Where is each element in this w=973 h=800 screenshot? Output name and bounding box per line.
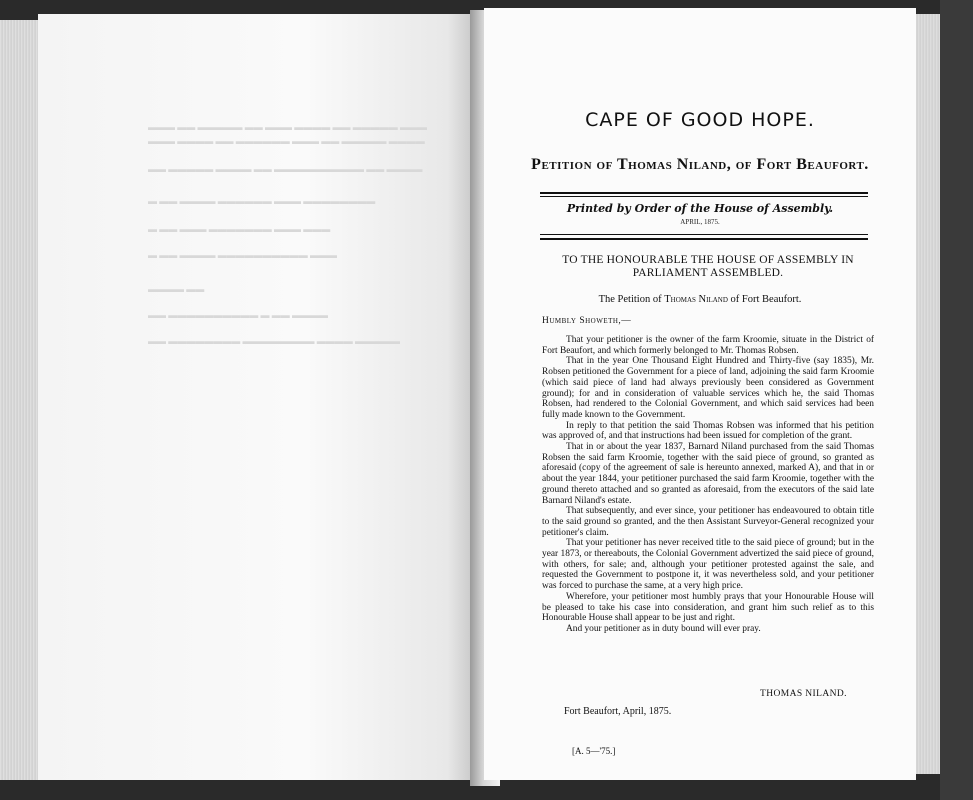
left-page-edges (0, 20, 42, 780)
paragraph: That in the year One Thousand Eight Hundred and Thirty-five (say 1835), Mr. Robsen petitioned the Government for a piece of land, adjoining the said farm Kroomie (which said piece of land had always previously been considered as Government ground); for and in consideration of valuable services which he, the said Thomas Robsen, had rendered to the Colonial Government, and which said services had been fully made known to the Government. (542, 356, 874, 420)
paragraph: And your petitioner as in duty bound will ever pray. (566, 623, 761, 634)
rule-bottom-thin (540, 234, 868, 235)
document-page (484, 8, 916, 780)
address-heading: TO THE HONOURABLE THE HOUSE OF ASSEMBLY IN PARLIAMENT ASSEMBLED. (562, 254, 854, 279)
background-shadow (940, 0, 973, 800)
paragraph: Wherefore, your petitioner most humbly prays that your Honourable House will be pleased to take his case into consideration, and grant him such relief as to this Honourable House shall appear to be just and right. (542, 591, 874, 624)
bleed-through-text: ▬▬▬ ▬▬▬▬ ▬▬ ▬▬▬▬▬▬ ▬▬▬ ▬▬ ▬▬▬▬▬ ▬▬▬▬ (148, 136, 425, 146)
bleed-through-text: ▬▬ ▬▬▬▬▬▬▬▬▬▬ ▬ ▬▬ ▬▬▬▬ (148, 310, 328, 320)
left-page-blank (38, 14, 483, 780)
rule-bottom (540, 238, 868, 240)
petitioner-name: Thomas Niland (664, 294, 728, 305)
bleed-through-text: ▬ ▬▬ ▬▬▬▬ ▬▬▬▬▬▬ ▬▬▬ ▬▬▬▬▬▬▬▬ (148, 196, 376, 206)
bleed-through-text: ▬▬▬ ▬▬ ▬▬▬▬▬ ▬▬ ▬▬▬ ▬▬▬▬ ▬▬ ▬▬▬▬▬ ▬▬▬ (148, 122, 427, 132)
paragraph: That subsequently, and ever since, your petitioner has endeavoured to obtain title to the said ground so granted, and the then Assistant Surveyor-General recognized your petitioner's claim. (542, 506, 874, 538)
signature: THOMAS NILAND. (760, 689, 847, 699)
paragraph: That your petitioner is the owner of the farm Kroomie, situate in the District of Fort Beaufort, and which formerly belonged to Mr. Thomas Robsen. (542, 335, 874, 356)
rule-top (540, 192, 868, 194)
right-page-edges (912, 14, 942, 774)
paragraph: That in or about the year 1837, Barnard Niland purchased from the said Thomas Robsen the said farm Kroomie, together with the said piece of ground, so granted as aforesaid (copy of the agreement of sale is hereunto annexed, marked A), and that in or about the year 1844, your petitioner purchased the said farm Kroomie, together with the ground thereto attached and so granted as aforesaid, from the executors of the said late Barnard Niland's estate. (542, 442, 874, 506)
printed-by-order: Printed by Order of the House of Assembly. (566, 202, 834, 215)
bleed-through-text: ▬▬ ▬▬▬▬▬▬▬▬ ▬▬▬▬▬▬▬▬ ▬▬▬▬ ▬▬▬▬▬ (148, 336, 400, 346)
petition-line-suffix: of Fort Beaufort. (730, 294, 802, 305)
rule-top-thin (540, 196, 868, 197)
salutation: Humbly Showeth,— (542, 316, 632, 326)
bleed-through-text: ▬▬ ▬▬▬▬▬ ▬▬▬▬ ▬▬ ▬▬▬▬▬▬▬▬▬▬ ▬▬ ▬▬▬▬ (148, 164, 423, 174)
document-reference: [A. 5—'75.] (572, 746, 616, 756)
printed-date: APRIL, 1875. (680, 218, 720, 226)
paragraph: In reply to that petition the said Thomas Robsen was informed that his petition was approved of, and that instructions had been issued for completion of the grant. (542, 420, 874, 442)
document-subtitle: Petition of Thomas Niland, of Fort Beaufort. (531, 156, 869, 173)
bleed-through-text: ▬▬▬▬ ▬▬ (148, 284, 205, 294)
paragraph: That your petitioner has never received title to the said piece of ground; but in the year 1873, or thereabouts, the Colonial Government advertized the said piece of ground, with others, for sale; and, although your petitioner protested against the sale, and requested the Government to postpone it, it was nevertheless sold, and your petitioner was forced to purchase the same, at a very high price. (542, 538, 874, 592)
document-title: CAPE OF GOOD HOPE. (585, 109, 815, 131)
petition-line-prefix: The Petition of (598, 294, 662, 305)
bleed-through-text: ▬ ▬▬ ▬▬▬ ▬▬▬▬▬▬▬ ▬▬▬ ▬▬▬ (148, 224, 331, 234)
petition-line (484, 294, 916, 305)
bleed-through-text: ▬ ▬▬ ▬▬▬▬ ▬▬▬▬▬▬▬▬▬▬ ▬▬▬ (148, 250, 337, 260)
petition-body (542, 335, 874, 635)
place-and-date: Fort Beaufort, April, 1875. (564, 706, 672, 717)
